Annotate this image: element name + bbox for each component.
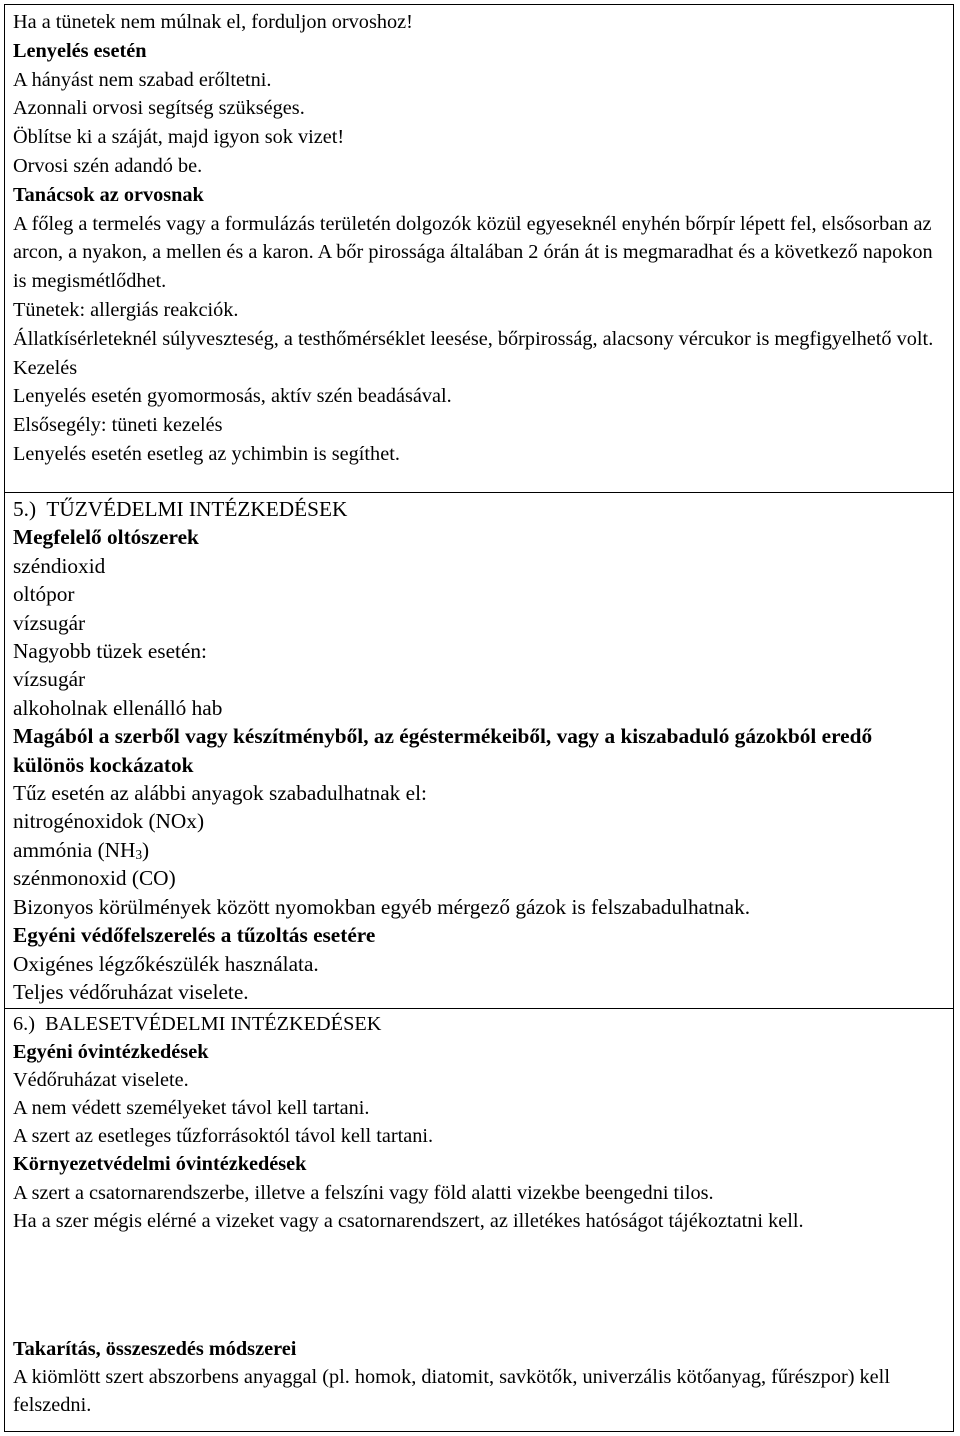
text-line: Nagyobb tüzek esetén: (13, 639, 207, 664)
accident-prevention-lines (13, 1038, 945, 1235)
text-line: nitrogénoxidok (NOx) (13, 809, 205, 834)
text-line: Öblítse ki a száját, majd igyon sok vizet! (13, 126, 345, 149)
fire-safety-heading: 5.) TŰZVÉDELMI INTÉZKEDÉSEK (13, 497, 348, 521)
text-line: széndioxid (13, 553, 106, 578)
text-line: Bizonyos körülmények között nyomokban egyéb mérgező gázok is felszabadulhatnak. (13, 894, 751, 919)
text-line: Tünetek: allergiás reakciók. (13, 298, 239, 321)
subheading: Takarítás, összeszedés módszerei (13, 1337, 297, 1360)
text-line: Kezelés (13, 356, 78, 379)
accident-prevention-section (5, 1008, 953, 1433)
text-line: Teljes védőruházat viselete. (13, 979, 249, 1004)
subheading: Környezetvédelmi óvintézkedések (13, 1153, 307, 1176)
subheading: Lenyelés esetén (13, 39, 147, 62)
fire-safety-lines-after (13, 864, 945, 1006)
blank-space (13, 1235, 945, 1335)
text-line: Ha a tünetek nem múlnak el, forduljon orvoshoz! (13, 11, 413, 33)
text-line: Lenyelés esetén esetleg az ychimbin is segíthet. (13, 442, 400, 465)
text-line: alkoholnak ellenálló hab (13, 695, 223, 720)
subheading: Egyéni óvintézkedések (13, 1041, 209, 1064)
text-line: vízsugár (13, 667, 86, 692)
document-frame (4, 4, 954, 1432)
text-line: A hányást nem szabad erőltetni. (13, 68, 272, 91)
text-line: Lenyelés esetén gyomormosás, aktív szén beadásával. (13, 385, 452, 408)
text-line: A kiömlött szert abszorbens anyaggal (pl. homok, diatomit, savkötők, univerzális kötőanyag, fűrészpor) kell felszedni. (13, 1365, 896, 1416)
subheading: Tanácsok az orvosnak (13, 183, 204, 206)
text-line: szénmonoxid (CO) (13, 866, 176, 891)
subheading: Egyéni védőfelszerelés a tűzoltás esetére (13, 923, 376, 948)
fire-safety-lines (13, 523, 945, 835)
text-line: Ha a szer mégis elérné a vizeket vagy a csatornarendszert, az illetékes hatóságot tájékoztatni kell. (13, 1209, 804, 1232)
text-line: Orvosi szén adandó be. (13, 154, 203, 177)
fire-safety-section (5, 492, 953, 1008)
text-line: Azonnali orvosi segítség szükséges. (13, 97, 305, 120)
subheading: Magából a szerből vagy készítményből, az égéstermékeiből, vagy a kiszabaduló gázokból eredő különös kockázatok (13, 724, 878, 777)
text-line: Elsősegély: tüneti kezelés (13, 414, 223, 437)
text-line: oltópor (13, 582, 75, 607)
text-line: Oxigénes légzőkészülék használata. (13, 951, 319, 976)
text-line: vízsugár (13, 610, 86, 635)
text-line: A szert a csatornarendszerbe, illetve a felszíni vagy föld alatti vizekbe beengedni tilos. (13, 1181, 714, 1204)
accident-prevention-heading: 6.) BALESETVÉDELMI INTÉZKEDÉSEK (13, 1013, 382, 1035)
text-line: A főleg a termelés vagy a formulázás területén dolgozók közül egyeseknél enyhén bőrpír lépett fel, elsősorban az arcon, a nyakon, a mellen és a karon. A bőr pirossága általában 2 órán át is megmaradhat és a következő napokon is megismétlődhet. (13, 212, 938, 293)
text-line: A nem védett személyeket távol kell tartani. (13, 1097, 370, 1120)
text-line: Tűz esetén az alábbi anyagok szabadulhatnak el: (13, 781, 427, 806)
subheading: Megfelelő oltószerek (13, 525, 199, 550)
first-aid-section (5, 5, 953, 492)
text-line: A szert az esetleges tűzforrásoktól távol kell tartani. (13, 1125, 434, 1148)
first-aid-lines (13, 8, 945, 469)
text-line: Védőruházat viselete. (13, 1069, 189, 1092)
ammonia-line: ammónia $(NH_3)$ (13, 837, 150, 862)
cleanup-lines (13, 1335, 945, 1419)
text-line: Állatkísérleteknél súlyveszteség, a testhőmérséklet leesése, bőrpirosság, alacsony vércukor is megfigyelhető volt. (13, 327, 934, 350)
